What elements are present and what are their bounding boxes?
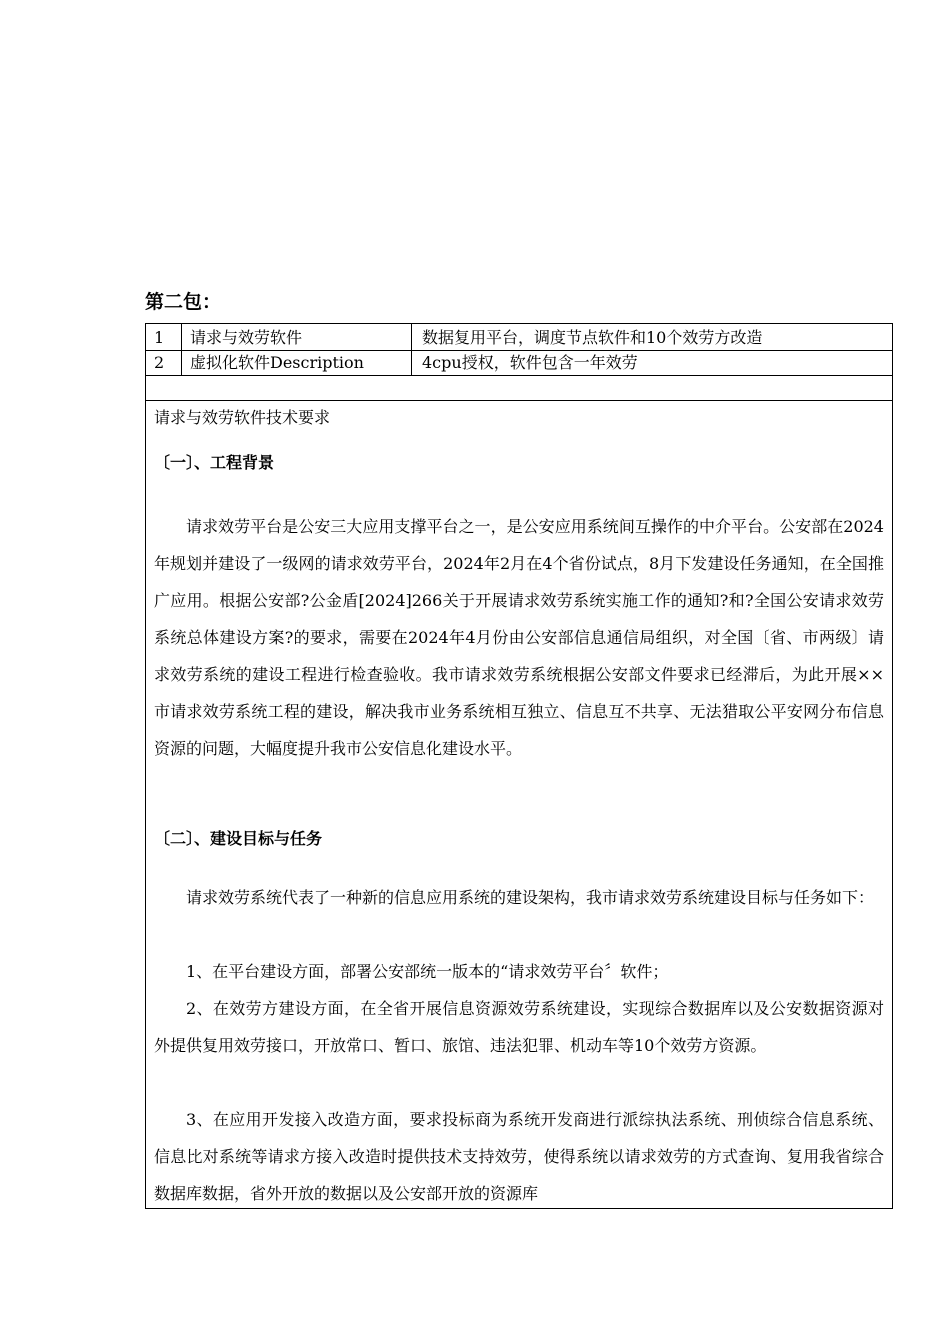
section-subtitle: 请求与效劳软件技术要求 — [154, 408, 331, 427]
row-number: 1 — [146, 324, 182, 350]
row-name: 虚拟化软件Description — [182, 351, 412, 375]
requirements-body — [146, 401, 892, 1208]
requirements-table — [145, 323, 893, 1209]
goal-item-2: 2、在效劳方建设方面，在全省开展信息资源效劳系统建设，实现综合数据库以及公安数据资源对外提供复用效劳接口，开放常口、暂口、旅馆、违法犯罪、机动车等10个效劳方资源。 — [154, 999, 884, 1055]
empty-row — [146, 376, 892, 401]
background-paragraph: 请求效劳平台是公安三大应用支撑平台之一，是公安应用系统间互操作的中介平台。公安部在2024年规划并建设了一级网的请求效劳平台，2024年2月在4个省份试点，8月下发建设任务通知，在全国推广应用。根据公安部?公金盾[2024]266关于开展请求效劳系统实施工作的通知?和?全国公安请求效劳系统总体建设方案?的要求，需要在2024年4月份由公安部信息通信局组织，对全国〔省、市两级〕请求效劳系统的建设工程进行检查验收。我市请求效劳系统根据公安部文件要求已经滞后，为此开展××市请求效劳系统工程的建设，解决我市业务系统相互独立、信息互不共享、无法猎取公平安网分布信息资源的问题，大幅度提升我市公安信息化建设水平。 — [154, 517, 884, 758]
section-heading-goals: 〔二〕、建设目标与任务 — [154, 829, 323, 848]
section-heading-background: 〔一〕、工程背景 — [154, 453, 275, 472]
row-name: 请求与效劳软件 — [182, 324, 412, 350]
row-number: 2 — [146, 351, 182, 375]
row-description: 4cpu授权，软件包含一年效劳 — [422, 353, 638, 372]
goal-item-3: 3、在应用开发接入改造方面，要求投标商为系统开发商进行派综执法系统、刑侦综合信息系统、信息比对系统等请求方接入改造时提供技术支持效劳，使得系统以请求效劳的方式查询、复用我省综合数据库数据，省外开放的数据以及公安部开放的资源库 — [154, 1110, 884, 1203]
row-description: 数据复用平台，调度节点软件和10个效劳方改造 — [422, 328, 763, 347]
page-title: 第二包： — [145, 291, 222, 313]
table-row — [146, 324, 892, 351]
goals-intro-paragraph: 请求效劳系统代表了一种新的信息应用系统的建设架构，我市请求效劳系统建设目标与任务如下： — [186, 888, 875, 907]
table-row — [146, 351, 892, 376]
goal-item-1: 1、在平台建设方面，部署公安部统一版本的“请求效劳平台〞软件； — [186, 962, 669, 981]
